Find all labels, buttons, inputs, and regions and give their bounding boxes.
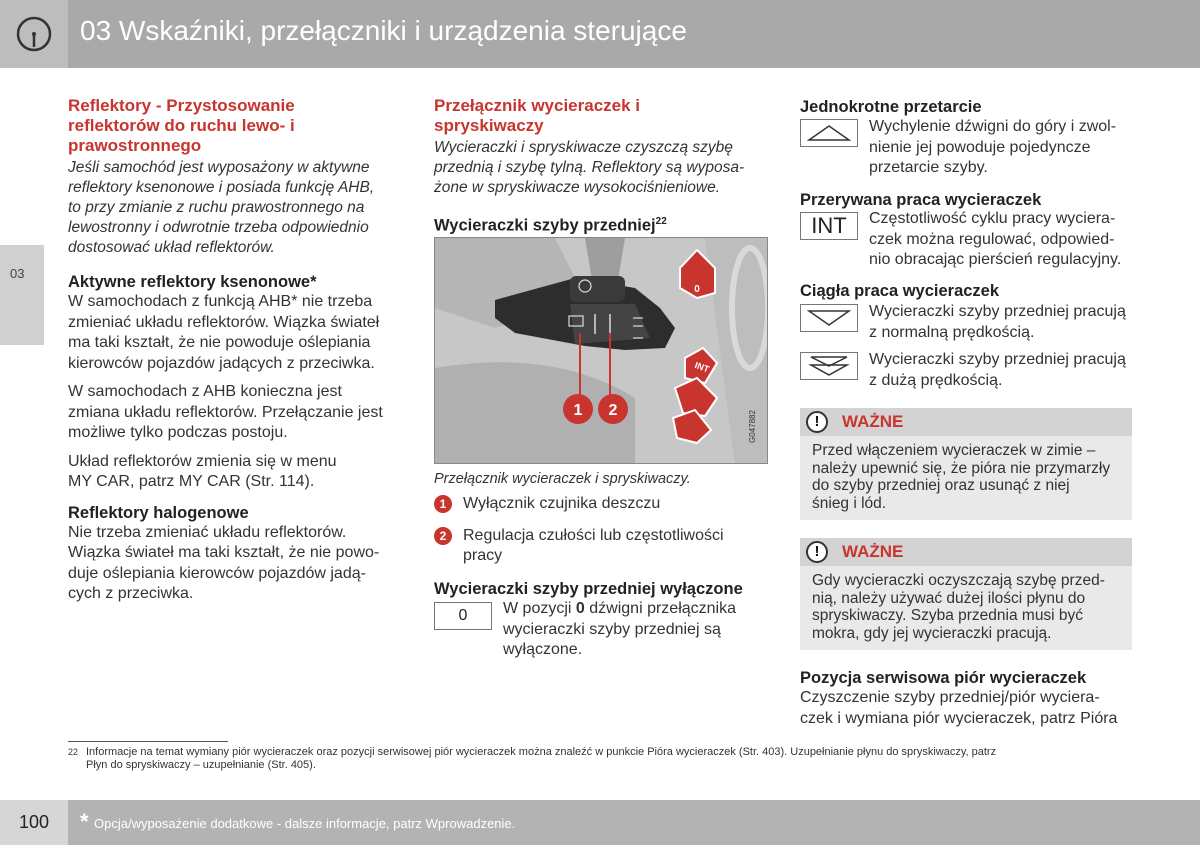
text-line: Regulacja czułości lub częstotliwości: [463, 527, 724, 544]
high-speed-text: [869, 350, 1139, 391]
number-badge: 2: [434, 527, 452, 545]
heading-line: Reflektory - Przystosowanie: [68, 96, 295, 115]
text-line: Wycieraczki szyby przedniej pracują: [869, 303, 1126, 320]
text-line: duje oślepiania kierowców pojazdów jadą-: [68, 564, 366, 582]
text-line: W samochodach z funkcją AHB* nie trzeba: [68, 293, 373, 310]
number-badge: 1: [434, 495, 452, 513]
symbol-high-speed-box: [800, 352, 858, 380]
numbered-item: [434, 526, 724, 566]
important-box-header: [800, 408, 1132, 436]
double-triangle-down-icon: [807, 355, 851, 377]
important-box-body: [800, 436, 1132, 520]
important-box-washer-fluid: [800, 538, 1132, 650]
text-line: nio obracając pierścień regulacyjny.: [869, 251, 1122, 268]
text-line: czek i wymiana piór wycieraczek, patrz Pióra: [800, 709, 1118, 727]
text-line: pracy: [463, 547, 503, 564]
text-line: to przy zmianie z ruchu prawostronnego na: [68, 199, 365, 216]
subheading-intermittent: Przerywana praca wycieraczek: [800, 191, 1042, 209]
text-line: czek można regulować, odpowied-: [869, 230, 1115, 248]
text-line: wycieraczki szyby przedniej są: [503, 620, 721, 638]
text-line: Wyłącznik czujnika deszczu: [463, 495, 661, 512]
exclamation-icon: !: [806, 411, 828, 433]
intermittent-text: [869, 209, 1139, 271]
footer-star: *: [80, 809, 89, 834]
text-line: spryskiwaczy. Szyba przednia musi być: [812, 607, 1084, 624]
footnote: [68, 746, 1138, 772]
subheading-halogen: Reflektory halogenowe: [68, 503, 249, 522]
subheading-wipers-off: Wycieraczki szyby przedniej wyłączone: [434, 580, 743, 598]
subheading-single-wipe: Jednokrotne przetarcie: [800, 98, 982, 116]
figure-label-zero: 0: [694, 284, 700, 295]
important-box-header: [800, 538, 1132, 566]
page-header: [0, 0, 1200, 68]
text-line: Płyn do spryskiwaczy – uzupełnianie (Str. 405).: [86, 759, 316, 771]
text-line: żone w spryskiwacze wysokociśnieniowe.: [434, 179, 721, 196]
text-line: Wiązka świateł ma taki kształt, że nie powo-: [68, 544, 380, 561]
footnote-number: 22: [68, 747, 79, 757]
text-line: Przed włączeniem wycieraczek w zimie –: [812, 442, 1096, 459]
paragraph: [68, 523, 398, 605]
footer-note: Opcja/wyposażenie dodatkowe - dalsze informacje, patrz Wprowadzenie.: [94, 816, 516, 831]
heading-line: spryskiwaczy: [434, 116, 544, 135]
figure-callout-1-label: 1: [573, 402, 583, 419]
single-wipe-text: [869, 117, 1139, 179]
symbol-int-box: [800, 212, 858, 240]
text-line: nią, należy używać dużej ilości płynu do: [812, 589, 1086, 607]
service-position-text: [800, 688, 1135, 729]
symbol-int: INT: [811, 213, 847, 238]
column-middle: [434, 96, 774, 236]
symbol-zero-box: [434, 602, 492, 630]
text-line: Gdy wycieraczki oczyszczają szybę przed-: [812, 572, 1105, 589]
text-line: dostosować układ reflektorów.: [68, 239, 275, 256]
text-line: Wycieraczki i spryskiwacze czyszczą szybę: [434, 139, 733, 156]
subheading-text: Wycieraczki szyby przedniej: [434, 216, 656, 235]
footnote-divider: [68, 741, 228, 742]
chapter-side-tab: [0, 245, 44, 345]
text-line: Wycieraczki szyby przedniej pracują: [869, 351, 1126, 368]
figure-code: G047882: [748, 410, 757, 443]
section-intro: [434, 138, 774, 198]
header-icon-box: [0, 0, 68, 68]
text-line: możliwe tylko podczas postoju.: [68, 424, 288, 441]
text-line: Układ reflektorów zmienia się w menu: [68, 452, 337, 470]
text-line: śnieg i lód.: [812, 494, 887, 512]
page-footer: [0, 800, 1200, 845]
figure-callout-2-label: 2: [608, 402, 618, 419]
subheading-continuous: Ciągła praca wycieraczek: [800, 282, 1000, 300]
text-line: Czyszczenie szyby przedniej/piór wyciera-: [800, 689, 1100, 706]
important-box-title: WAŻNE: [842, 412, 904, 431]
wipers-off-text: [503, 599, 773, 661]
text-line: z normalną prędkością.: [869, 323, 1035, 341]
text-line: Jeśli samochód jest wyposażony w aktywne: [68, 159, 370, 176]
text-line: mokra, gdy jej wycieraczki pracują.: [812, 624, 1052, 642]
text-line: przetarcie szyby.: [869, 159, 988, 176]
text-line: lewostronny i odwrotnie trzeba odpowiednio: [68, 219, 369, 236]
text-line: ma taki kształt, że nie powoduje oślepiania: [68, 334, 371, 351]
text-fragment: W pozycji: [503, 600, 576, 617]
text-line: Częstotliwość cyklu pracy wyciera-: [869, 210, 1116, 227]
figure-caption: Przełącznik wycieraczek i spryskiwaczy.: [434, 471, 691, 487]
paragraph: [68, 452, 398, 493]
text-line: wyłączone.: [503, 641, 583, 658]
subheading-service-position: Pozycja serwisowa piór wycieraczek: [800, 669, 1087, 687]
figure-label-int: INT: [693, 360, 711, 375]
text-line: przednią i szybę tylną. Reflektory są wyposa-: [434, 159, 745, 176]
wiper-lever-figure: [434, 237, 768, 464]
heading-line: Przełącznik wycieraczek i: [434, 96, 641, 115]
subheading-front-wipers: [434, 212, 774, 236]
symbol-zero: 0: [458, 607, 468, 624]
paragraph: [68, 292, 398, 374]
footnote-ref: 22: [655, 216, 667, 227]
column-left: [68, 96, 398, 605]
important-box-winter: [800, 408, 1132, 520]
page-number: 100: [0, 800, 68, 845]
text-line: nienie jej powoduje pojedyncze: [869, 138, 1091, 156]
text-line: należy upewnić się, że pióra nie przymarzły: [812, 459, 1111, 477]
section-heading-headlights: [68, 96, 398, 156]
heading-line: reflektorów do ruchu lewo- i: [68, 116, 295, 135]
text-line: zmieniać układu reflektorów. Wiązka świateł: [68, 313, 380, 331]
text-line: z dużą prędkością.: [869, 371, 1003, 389]
text-line: reflektory ksenonowe i posiada funkcję AHB,: [68, 179, 375, 196]
section-intro: [68, 158, 398, 258]
triangle-down-icon: [807, 309, 851, 327]
exclamation-icon: !: [806, 541, 828, 563]
text-line: kierowców pojazdów jadących z przeciwka.: [68, 354, 375, 372]
section-heading-wipers: [434, 96, 774, 136]
symbol-normal-speed-box: [800, 304, 858, 332]
text-line: MY CAR, patrz MY CAR (Str. 114).: [68, 473, 315, 490]
text-line: Wychylenie dźwigni do góry i zwol-: [869, 118, 1117, 135]
triangle-up-icon: [807, 124, 851, 142]
wiper-lever-illustration: [435, 238, 768, 464]
page-title: 03 Wskaźniki, przełączniki i urządzenia sterujące: [80, 15, 687, 46]
important-box-title: WAŻNE: [842, 542, 904, 561]
text-bold: 0: [575, 600, 585, 617]
symbol-single-wipe-box: [800, 119, 858, 147]
normal-speed-text: [869, 302, 1139, 343]
text-line: zmiana układu reflektorów. Przełączanie jest: [68, 403, 383, 421]
important-box-body: [800, 566, 1132, 650]
paragraph: [68, 382, 398, 444]
chapter-side-tab-label: 03: [10, 266, 25, 281]
text-line: Informacje na temat wymiany piór wycieraczek oraz pozycji serwisowej piór wycieraczek można znaleźć w punkcie Pióra wycieraczek (Str. 403). Uzupełnianie płynu do spryskiwaczy, patrz: [86, 746, 997, 758]
text-line: cych z przeciwka.: [68, 585, 194, 602]
text-line: W samochodach z AHB konieczna jest: [68, 383, 342, 400]
text-line: Nie trzeba zmieniać układu reflektorów.: [68, 523, 347, 541]
text-fragment: dźwigni przełącznika: [584, 600, 736, 617]
heading-line: prawostronnego: [68, 136, 202, 155]
text-line: [503, 599, 773, 620]
subheading-active-xenon: Aktywne reflektory ksenonowe*: [68, 273, 317, 291]
text-line: do szyby przedniej oraz usunąć z niej: [812, 477, 1070, 494]
gauge-icon: [15, 15, 53, 53]
numbered-item: [434, 494, 660, 514]
